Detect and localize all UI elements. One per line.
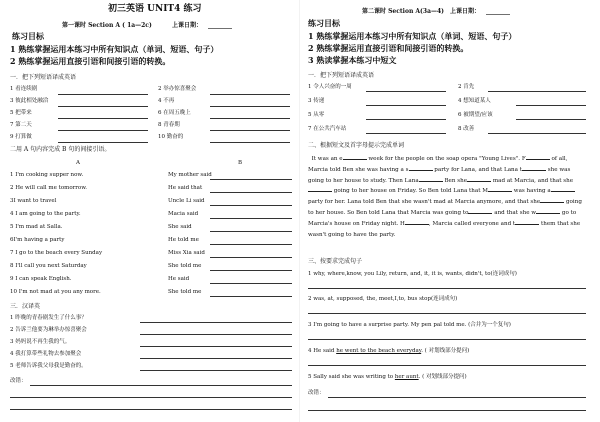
correction-label: 改错： bbox=[308, 390, 325, 396]
phrase-item: 1 看连续剧 bbox=[10, 86, 38, 92]
answer-line[interactable] bbox=[308, 339, 586, 340]
phrase-item: 8 青春期 bbox=[158, 122, 180, 128]
cloze-blank[interactable] bbox=[308, 186, 332, 192]
answer-line[interactable] bbox=[210, 192, 292, 193]
phrase-item: 7 第二天 bbox=[10, 122, 32, 128]
section-2-title: 二、根据短文及首字母提示完成单词 bbox=[308, 142, 405, 149]
answer-line[interactable] bbox=[58, 106, 148, 107]
phrase-item: 2 举办惊喜聚会 bbox=[158, 86, 197, 92]
cloze-blank[interactable] bbox=[540, 197, 564, 203]
cloze-blank[interactable] bbox=[526, 154, 550, 160]
phrase-item: 4 不再 bbox=[158, 98, 175, 104]
task-item: 5 Sally said she was writing to her aunt. ( 对划线部分提问) bbox=[308, 374, 467, 380]
cloze-blank[interactable] bbox=[536, 208, 560, 214]
speech-b: He said that bbox=[168, 185, 203, 191]
answer-line[interactable] bbox=[210, 218, 292, 219]
answer-line[interactable] bbox=[366, 119, 446, 120]
lesson-2-date-blank: ________ bbox=[486, 8, 510, 15]
correction-line[interactable] bbox=[30, 385, 292, 386]
answer-line[interactable] bbox=[210, 231, 292, 232]
answer-line[interactable] bbox=[308, 288, 586, 289]
cloze-blank[interactable] bbox=[515, 219, 539, 225]
speech-a: 10 I'm not mad at you any more. bbox=[10, 289, 101, 295]
speech-a: 6I'm having a party bbox=[10, 237, 65, 243]
answer-line[interactable] bbox=[516, 119, 586, 120]
answer-line[interactable] bbox=[210, 130, 290, 131]
speech-a: 8 I'll call you next Saturday bbox=[10, 263, 87, 269]
right-page bbox=[300, 0, 600, 422]
speech-b: She told me bbox=[168, 263, 202, 269]
objectives-heading: 练习目标 bbox=[12, 31, 44, 41]
speech-b: She told me bbox=[168, 289, 202, 295]
objective-3: 3 熟读掌握本练习中短文 bbox=[308, 55, 397, 65]
lesson-2-label: 第二课时 Section A(3a—4) bbox=[362, 8, 444, 15]
speech-a: 1 I'm cooking supper now. bbox=[10, 172, 84, 178]
phrase-item: 5 从零 bbox=[308, 112, 325, 118]
speech-a: 9 I can speak English. bbox=[10, 276, 72, 282]
lesson-2-date-label: 上课日期： bbox=[450, 8, 481, 15]
task-item: 4 He said he went to the beach everyday. ( 对划线部分提问) bbox=[308, 348, 470, 354]
answer-line[interactable] bbox=[210, 283, 292, 284]
lesson-1-label: 第一课时 Section A ( 1a—2c) bbox=[62, 22, 152, 29]
answer-line[interactable] bbox=[140, 358, 292, 359]
speech-a: 3I want to travel bbox=[10, 198, 57, 204]
phrase-item: 3 彼此相处融洽 bbox=[10, 98, 49, 104]
task-item: 3 I'm going to have a surprise party. My pen pal told me. (合并为一个复句) bbox=[308, 322, 511, 328]
answer-line[interactable] bbox=[210, 118, 290, 119]
answer-line[interactable] bbox=[210, 296, 292, 297]
objective-2: 2 熟练掌握运用直接引语和间接引语的转换。 bbox=[10, 56, 171, 66]
answer-line[interactable] bbox=[488, 133, 586, 134]
answer-line[interactable] bbox=[58, 130, 148, 131]
section-3-title: 三．汉译英 bbox=[10, 303, 41, 310]
answer-line[interactable] bbox=[210, 244, 292, 245]
answer-line[interactable] bbox=[140, 370, 292, 371]
underlined-phrase: he went to the beach everyday bbox=[336, 348, 422, 354]
cloze-blank[interactable] bbox=[343, 154, 367, 160]
cloze-blank[interactable] bbox=[551, 186, 575, 192]
cloze-blank[interactable] bbox=[467, 176, 491, 182]
answer-line[interactable] bbox=[488, 91, 586, 92]
phrase-item: 2 肯先 bbox=[458, 84, 475, 90]
section-1-title: 一．把下列短语译成英语 bbox=[308, 72, 375, 79]
speech-a: 7 I go to the beach every Sunday bbox=[10, 250, 103, 256]
answer-line[interactable] bbox=[58, 142, 148, 143]
translation-item: 1 昨晚的青春剧发生了什么事？ bbox=[10, 315, 87, 321]
correction-line[interactable] bbox=[10, 397, 292, 398]
answer-line[interactable] bbox=[58, 118, 148, 119]
speech-b: He told me bbox=[168, 237, 199, 243]
phrase-item: 3 传递 bbox=[308, 98, 325, 104]
correction-line[interactable] bbox=[10, 409, 292, 410]
translation-item: 5 老师告诉我父母我是勤奋的。 bbox=[10, 363, 87, 369]
objectives-heading: 练习目标 bbox=[308, 18, 340, 28]
speech-b: Uncle Li said bbox=[168, 198, 205, 204]
cloze-blank[interactable] bbox=[522, 165, 546, 171]
objective-1: 1 熟练掌握运用本练习中所有知识点（单词、短语、句子） bbox=[10, 44, 219, 54]
section-1-title: 一．把下列短语译成英语 bbox=[10, 74, 77, 81]
cloze-blank[interactable] bbox=[409, 165, 433, 171]
phrase-item: 6 被期望/应该 bbox=[458, 112, 493, 118]
phrase-item: 1 令人兴奋的一周 bbox=[308, 84, 352, 90]
correction-line[interactable] bbox=[308, 410, 586, 411]
phrase-item: 6 在周五晚上 bbox=[158, 110, 191, 116]
speech-b: Miss Xia said bbox=[168, 250, 205, 256]
cloze-blank[interactable] bbox=[488, 186, 512, 192]
speech-a: 5 I'm mad at Salla. bbox=[10, 224, 63, 230]
worksheet-title: 初三英语 UNIT4 练习 bbox=[108, 4, 202, 14]
cloze-blank[interactable] bbox=[405, 219, 429, 225]
answer-line[interactable] bbox=[210, 106, 290, 107]
section-3-title: 三、按要求完成句子 bbox=[308, 258, 363, 265]
speech-b: She said bbox=[168, 224, 192, 230]
answer-line[interactable] bbox=[210, 257, 292, 258]
lesson-1-date-label: 上课日期： bbox=[172, 22, 203, 29]
cloze-blank[interactable] bbox=[468, 208, 492, 214]
answer-line[interactable] bbox=[366, 105, 446, 106]
answer-line[interactable] bbox=[210, 205, 292, 206]
answer-line[interactable] bbox=[210, 179, 292, 180]
answer-line[interactable] bbox=[140, 346, 292, 347]
answer-line[interactable] bbox=[308, 365, 586, 366]
answer-line[interactable] bbox=[210, 270, 292, 271]
task-item: 2 was, at, supposed, the, meet,I,to, bus stop(连词成句) bbox=[308, 296, 458, 302]
speech-b: My mother said bbox=[168, 172, 212, 178]
phrase-item: 7 在公共汽车站 bbox=[308, 126, 347, 132]
translation-item: 4 我打算带些礼物去参加聚会 bbox=[10, 351, 82, 357]
phrase-item: 5 把带来 bbox=[10, 110, 32, 116]
answer-line[interactable] bbox=[140, 334, 292, 335]
phrase-item: 4 想知道某人 bbox=[458, 98, 491, 104]
translation-item: 2 告诉兰他要为琳举办惊喜聚会 bbox=[10, 327, 87, 333]
answer-line[interactable] bbox=[516, 105, 586, 106]
column-b-label: B bbox=[238, 160, 243, 166]
speech-b: He said bbox=[168, 276, 190, 282]
answer-line[interactable] bbox=[308, 313, 586, 314]
phrase-item: 8 改善 bbox=[458, 126, 475, 132]
answer-line[interactable] bbox=[140, 322, 292, 323]
speech-a: 4 I am going to the party. bbox=[10, 211, 81, 217]
answer-line[interactable] bbox=[366, 91, 446, 92]
underlined-phrase: her aunt bbox=[394, 374, 419, 380]
answer-line[interactable] bbox=[58, 94, 148, 95]
speech-a: 2 He will call me tomorrow. bbox=[10, 185, 88, 191]
task-item: 1 why, where,know, you Lily, return, and, it, it is, wants, didn't, to(连词成句) bbox=[308, 271, 517, 277]
answer-line[interactable] bbox=[210, 94, 290, 95]
objective-2: 2 熟练掌握运用直接引语和间接引语的转换。 bbox=[308, 43, 469, 53]
cloze-passage: It was an e week for the people on the soap opera "Young Lives". F of all, Marcia told Ben she was having a s party for Lana, and that Lana t she was going to her house to study. Then Lana Ben she mad at Marcia, and that she going to her house on Friday. So Ben told Lana that M was having a party for her. Lana told Ben that she wasn't mad at Marcia anymore, and that she going to her house. So Ben told Lana that Marcia was going to and that she w go to Marcia's house on Friday night. H , Marcia called everyone and t them that she wasn't going to have the party. bbox=[308, 156, 582, 238]
answer-line[interactable] bbox=[366, 133, 446, 134]
lesson-1-date-blank: ________ bbox=[208, 22, 232, 29]
column-a-label: A bbox=[76, 160, 80, 166]
phrase-item: 10 勤奋的 bbox=[158, 134, 184, 140]
cloze-blank[interactable] bbox=[419, 176, 443, 182]
objective-1: 1 熟练掌握运用本练习中所有知识点（单词、短语、句子） bbox=[308, 31, 517, 41]
correction-label: 改错： bbox=[10, 378, 27, 384]
translation-item: 3 妈妈说不再生我的气。 bbox=[10, 339, 71, 345]
section-2-title: 二用 A 句内容完成 B 句的间接引语。 bbox=[10, 146, 111, 153]
correction-line[interactable] bbox=[328, 397, 586, 398]
speech-b: Macia said bbox=[168, 211, 199, 217]
answer-line[interactable] bbox=[210, 142, 290, 143]
phrase-item: 9 打算做 bbox=[10, 134, 32, 140]
